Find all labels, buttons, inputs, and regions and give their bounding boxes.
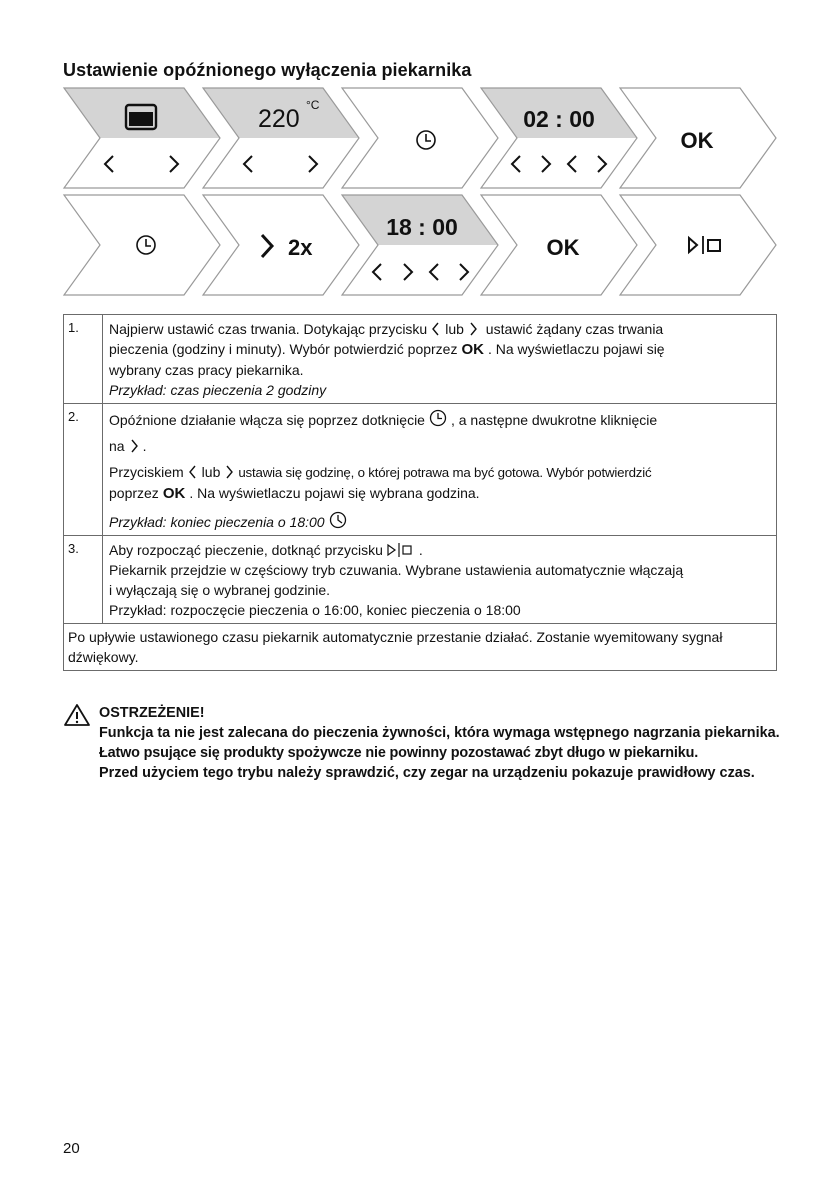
clock-icon [428,408,448,428]
warning-line-1: Funkcja ta nie jest zalecana do pieczenia żywności, która wymaga wstępnego nagrzania piekarnika. [99,725,780,741]
step-panel-5 [620,88,776,188]
chevron-left-icon [568,156,576,172]
step-panel-9 [481,195,637,295]
chevron-left-icon [373,264,381,280]
chevron-left-icon [430,321,442,337]
chevron-left-icon [430,264,438,280]
press-twice-label: 2x [288,235,313,260]
ok-button-label: OK [680,128,714,153]
step-panel-10 [620,195,776,295]
clock-icon [328,510,348,530]
temperature-unit: °C [306,98,320,112]
step-number: 1. [64,315,103,404]
chevron-left-icon [512,156,520,172]
chevron-left-icon [187,464,199,480]
duration-display: 02 : 00 [523,106,595,132]
control-sequence-diagram [0,0,840,310]
chevron-right-icon [467,321,479,337]
step-panel-3 [342,88,498,188]
step-row-1: 1. Najpierw ustawić czas trwania. Dotykając przycisku lub ustawić żądany czas trwania pieczenia (godziny i minuty). Wybór potwierdzić poprzez OK . Na wyświetlaczu pojawi się wybrany czas pracy piekarnika. Przykład: czas pieczenia 2 godziny [64,315,777,404]
temperature-display: 220 [258,105,300,133]
warning-icon [63,703,91,727]
chevron-right-icon [128,438,140,454]
chevron-right-icon [404,264,412,280]
ok-button-label: OK [546,235,580,260]
step-panel-7 [203,195,359,295]
warning-block [63,703,781,783]
step-row-2: 2. Opóźnione działanie włącza się poprzez dotknięcie , a następne dwukrotne kliknięcie na . Przyciskiem lub ustawia się godzinę, o której potrawa ma być gotowa. Wybór potwierdzić poprzez OK . Na wyświetlaczu pojawi się wybrana godzina. Przykład: koniec pieczenia o 18:00 [64,404,777,536]
chevron-right-icon [542,156,550,172]
page-number: 20 [63,1140,80,1157]
steps-table [63,314,777,671]
warning-line-3: Przed użyciem tego trybu należy sprawdzić, czy zegar na urządzeniu pokazuje prawidłowy czas. [99,765,755,781]
chevron-right-icon [309,156,317,172]
chevron-right-icon [223,464,235,480]
end-time-display: 18 : 00 [386,214,458,240]
step-number: 3. [64,536,103,624]
chevron-left-icon [105,156,113,172]
footer-note-row [64,624,777,671]
warning-line-2: Łatwo psujące się produkty spożywcze nie powinny pozostawać zbyt długo w piekarniku. [99,745,699,761]
step-panel-6 [64,195,220,295]
chevron-right-icon [460,264,468,280]
step-panel-1 [40,88,240,188]
start-stop-icon [386,542,416,558]
chevron-right-icon [170,156,178,172]
page-title: Ustawienie opóźnionego wyłączenia piekarnika [63,60,472,80]
ok-symbol: OK [162,485,186,502]
ok-symbol: OK [461,341,484,358]
chevron-right-icon [598,156,606,172]
footer-note: Po upływie ustawionego czasu piekarnik automatycznie przestanie działać. Zostanie wyemitowany sygnał dźwiękowy. [64,624,777,671]
step-row-3: 3. Aby rozpocząć pieczenie, dotknąć przycisku . Piekarnik przejdzie w częściowy tryb czuwania. Wybrane ustawienia automatycznie włączają i wyłączają się o wybranej godzinie. Przykład: rozpoczęcie pieczenia o 16:00, koniec pieczenia o 18:00 [64,536,777,624]
chevron-left-icon [244,156,252,172]
step-number: 2. [64,404,103,536]
warning-title: OSTRZEŻENIE! [99,705,205,721]
